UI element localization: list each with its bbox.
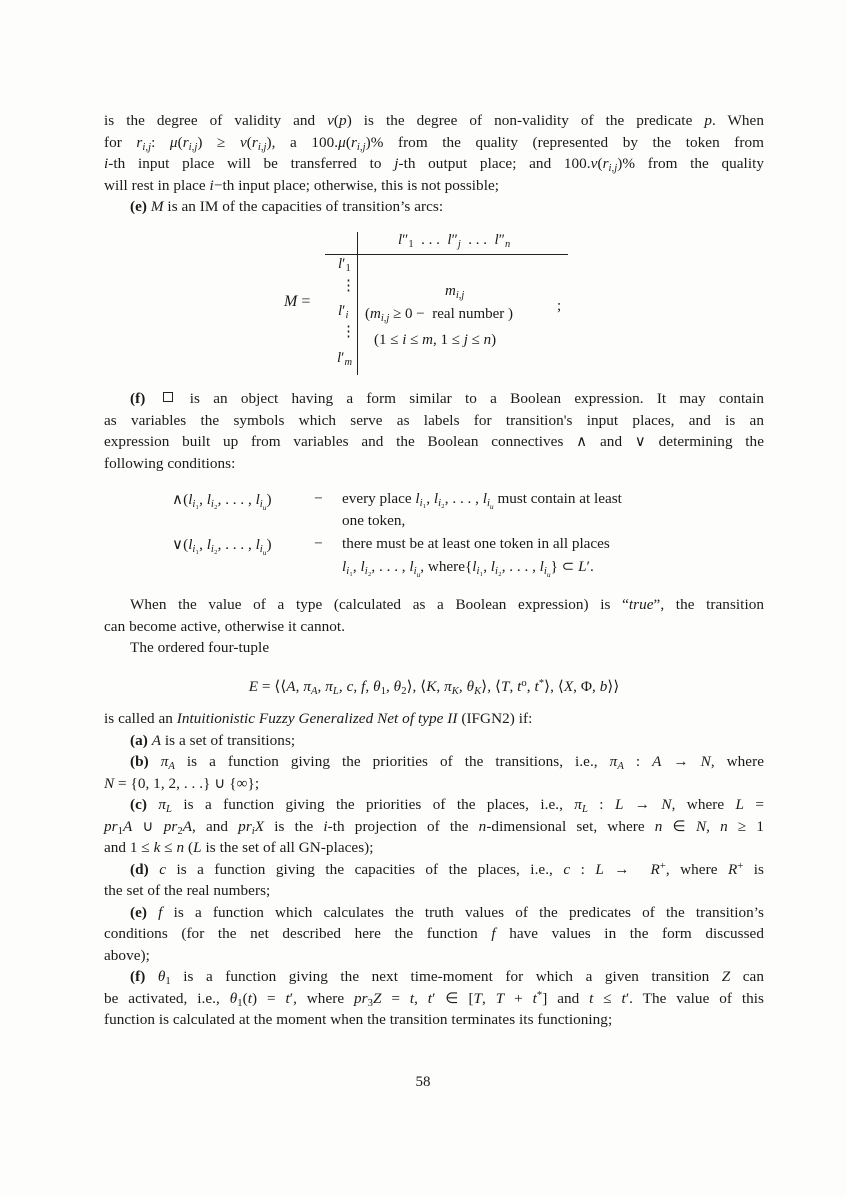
intro-line-4: will rest in place i−th input place; otherwise, this is not possible; [104, 176, 500, 194]
item-f-box-line-1: (f) is an object having a form similar to a Boolean expression. It may contain [130, 390, 764, 407]
item-f-box-line-3: expression built up from variables and the Boolean connectives ∧ and ∨ determining the [104, 433, 764, 450]
when-line-1: When the value of a type (calculated as a Boolean expression) is “true”, the transition [130, 596, 764, 613]
item-f-line-3: function is calculated at the moment when the transition terminates its functioning; [104, 1011, 613, 1028]
called-term: Intuitionistic Fuzzy Generalized Net of type II [176, 710, 458, 727]
ordered-tuple-intro: The ordered four-tuple [130, 639, 270, 656]
item-label: (b) [130, 753, 149, 770]
item-c-line-1: (c) $\pi_L$ is a function giving the priorities of the places, i.e., $\pi_L$ : L → N, where L = [130, 796, 764, 815]
item-a: (a) A is a set of transitions; [130, 731, 296, 749]
item-label: (f) [130, 968, 146, 985]
item-label: (e) [130, 198, 148, 215]
item-label: (c) [130, 796, 148, 813]
condition-desc-or-1: there must be at least one token in all places [342, 535, 610, 552]
condition-desc-and-1: every place $l_{i_1}$, $l_{i_2}$, . . . , $l_{i_u}$ must contain at least [342, 490, 622, 511]
item-c-line-3: and 1 ≤ k ≤ n (L is the set of all GN-places); [104, 839, 374, 856]
intro-line-1: is the degree of validity and ν(p) is the degree of non-validity of the predicate p. When [104, 112, 764, 129]
item-f-line-1: (f) $\theta_1$ is a function giving the next time-moment for which a given transition Z can [130, 968, 764, 987]
called-pre: is called an [104, 710, 177, 727]
item-d-line-1: (d) c is a function giving the capacities of the places, i.e., c : L → R+, where R+ is [130, 860, 764, 878]
matrix-cell: $m_{i,j}$ [445, 283, 465, 301]
matrix-cell-note: ($m_{i,j} \ge 0$ − real number ) [365, 306, 514, 324]
item-f-box-line-4: following conditions: [104, 454, 236, 472]
item-b-line-1: (b) $\pi_A$ is a function giving the priorities of the transitions, i.e., $\pi_A$ : A → N, where [130, 753, 764, 772]
item-f-box-line-2: as variables the symbols which serve as labels for transition's input places, and is an [104, 411, 764, 429]
matrix-name: M = [284, 293, 311, 310]
item-e-capacities: (e) M is an IM of the capacities of transition’s arcs: [130, 198, 444, 215]
page-number: 58 [415, 1074, 431, 1090]
matrix-row-ellipsis: ⋮ [341, 278, 356, 294]
intro-line-3: i-th input place will be transferred to j-th output place; and $100.\nu(r_{i,j})\%$ from the quality [104, 155, 765, 174]
condition-expr-or: $\vee(l_{i_1}$, $l_{i_2}$, . . . , $l_{i_u}$) [172, 536, 272, 557]
condition-desc-and-2: one token, [342, 512, 406, 529]
matrix-cell-range: (1 ≤ i ≤ m, 1 ≤ j ≤ n) [374, 332, 497, 348]
item-label: (f) [130, 390, 146, 407]
when-line-2: can become active, otherwise it cannot. [104, 617, 346, 635]
condition-desc-or-2: $l_{i_1}$, $l_{i_2}$, . . . , $l_{i_u}$, $where\{l_{i_1}$, $l_{i_2}$, . . . , $l_{i_u}$} ⊂ L′. [342, 558, 594, 579]
called-post: (IFGN2) if: [457, 710, 533, 727]
box-symbol-icon [163, 392, 173, 402]
item-label: (a) [130, 731, 148, 749]
condition-dash: − [314, 490, 323, 507]
item-c-line-2: $pr_1A$ ∪ $pr_2A$, and $pr_iX$ is the i-th projection of the n-dimensional set, where n ∈ N, n ≥ 1 [104, 817, 764, 837]
matrix-row-label: $l'_1$ [338, 256, 351, 274]
item-e-line-3: above); [104, 946, 150, 964]
matrix-column-header: $l''_1$ . . . $l''_j$ . . . $l''_n$ [398, 232, 511, 250]
matrix-row-label: $l'_m$ [337, 350, 353, 368]
matrix-row-ellipsis: ⋮ [341, 324, 356, 340]
item-label: (e) [130, 903, 148, 921]
item-e-line-1: (e) f is a function which calculates the truth values of the predicates of the transition’s [130, 903, 764, 921]
matrix-horizontal-rule [325, 254, 568, 255]
item-d-line-2: the set of the real numbers; [104, 882, 271, 899]
item-b-line-2: N = {0, 1, 2, . . .} ∪ {∞}; [104, 774, 260, 792]
item-f-line-2: be activated, i.e., $\theta_1(t) = t'$, where $pr_3Z = t$, t′ ∈ [T, T + t*] and t ≤ t′. The value of this [104, 989, 764, 1009]
intro-line-2: for $r_{i,j}$: $\mu(r_{i,j}) \ge \nu(r_{i,j})$, a $100.\mu(r_{i,j})\%$ from the quality (represented by the token from [104, 133, 765, 153]
condition-dash: − [314, 535, 323, 552]
tuple-formula: E = ⟨⟨A, $\pi_A$, $\pi_L$, c, f, $\theta_1$, $\theta_2⟩$, ⟨K, $\pi_K$, $\theta_K⟩$, ⟨T, $t^o$, t*⟩, ⟨X, Φ, b⟩⟩ [248, 678, 620, 697]
matrix-row-label: $l'_i$ [338, 303, 349, 321]
condition-expr-and: $\wedge(l_{i_1}$, $l_{i_2}$, . . . , $l_{i_u}$) [172, 491, 272, 512]
item-e-line-2: conditions (for the net described here the function f have values in the form discussed [104, 925, 764, 942]
called-line [104, 708, 764, 730]
item-label: (d) [130, 860, 149, 878]
matrix-terminator: ; [557, 298, 562, 314]
